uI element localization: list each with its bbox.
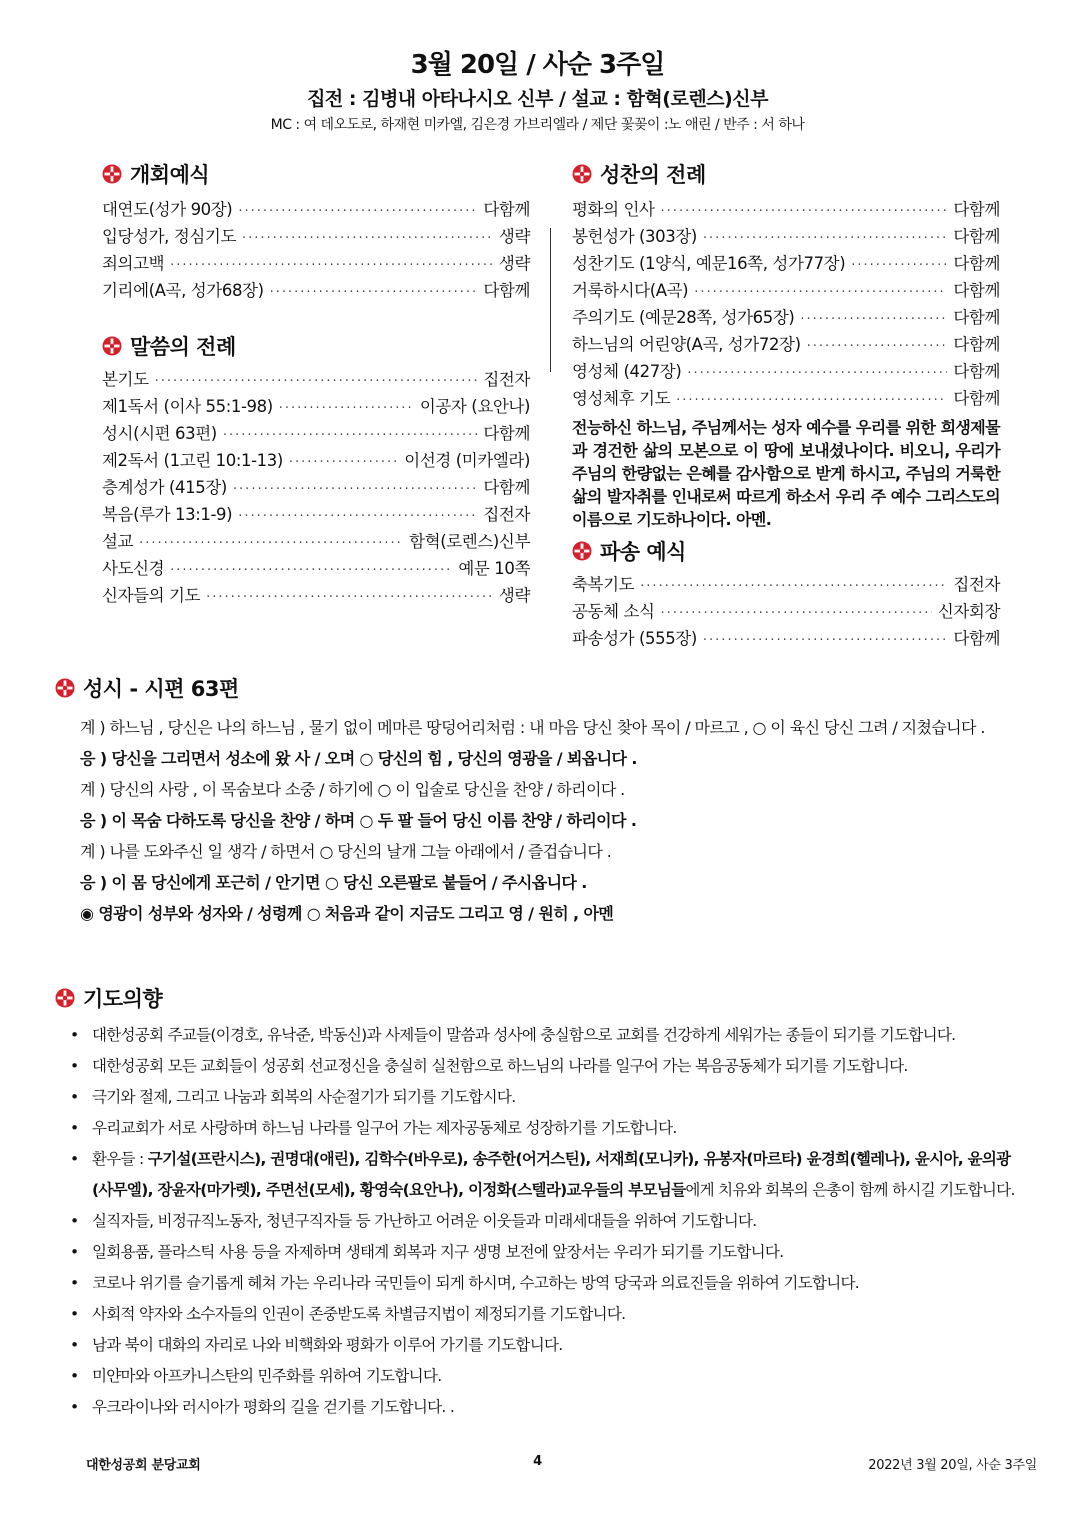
list-item: • 남과 북이 대화의 자리로 나와 비핵화와 평화가 이루어 가기를 기도합니다. [70, 1330, 1030, 1361]
post-communion-prayer: 전능하신 하느님, 주님께서는 성자 예수를 우리를 위한 희생제물과 경건한 삶의 모본으로 이 땅에 보내셨나이다. 비오니, 우리가 주님의 한량없는 은혜를 감사함으로 받게 하시고, 주님의 거룩한 삶의 발자취를 인내로써 따르게 하소서 우리 주 예수 그리스도의 이름으로 기도하나이다. 아멘. [572, 418, 1000, 529]
psalm-responsive-reading [80, 712, 1040, 929]
left-column [102, 158, 530, 609]
psalm-line: 계 ) 나를 도와주신 일 생각 / 하면서 ○ 당신의 날개 그늘 아래에서 / 즐겁습니다 . [80, 842, 612, 861]
dot-leader [640, 579, 947, 594]
liturgy-row [572, 571, 1000, 598]
list-item: • 미얀마와 아프카니스탄의 민주화를 위하여 기도합니다. [70, 1361, 1030, 1392]
liturgy-row [102, 474, 530, 501]
section-heading-dismissal [572, 535, 1000, 567]
red-cross-icon [55, 988, 75, 1008]
dot-leader [223, 428, 478, 443]
sick-names: 구기설(프란시스), 권명대(애린), 김학수(바우로), 송주한(어거스틴), 서재희(모니카), 유봉자(마르타) 윤경희(헬레나), 윤시아, 윤의광(사무엘), 장윤자(마가렛), 주면선(모세), 황영숙(요안나), 이정화(스텔라)교우들의 부모님들 [92, 1150, 1011, 1199]
list-item: • 사회적 약자와 소수자들의 인권이 존중받도록 차별금지법이 제정되기를 기도합니다. [70, 1299, 1030, 1330]
list-item: • 실직자들, 비정규직노동자, 청년구직자들 등 가난하고 어려운 이웃들과 미래세대들을 위하여 기도합니다. [70, 1206, 1030, 1237]
mc-line: MC : 여 데오도로, 하재현 미카엘, 김은경 가브리엘라 / 제단 꽃꽂이 :노 애린 / 반주 : 서 하나 [270, 117, 805, 133]
row-value: 다함께 [483, 281, 530, 300]
page-title: 3월 20일 / 사순 3주일 [410, 50, 665, 80]
word-list [102, 366, 530, 609]
opening-list [102, 196, 530, 304]
section-heading-eucharist [572, 158, 1000, 190]
row-label: 본기도 [102, 370, 149, 389]
dot-leader [206, 590, 493, 605]
list-item: • 우크라이나와 러시아가 평화의 길을 걷기를 기도합니다. . [70, 1392, 1030, 1423]
officiant-line: 집전 : 김병내 아타나시오 신부 / 설교 : 함혁(로렌스)신부 [307, 88, 768, 110]
row-value: 다함께 [483, 424, 530, 443]
liturgy-row [572, 196, 1000, 223]
psalm-line: 계 ) 하느님 , 당신은 나의 하느님 , 물기 없이 메마른 땅덩어리처럼 : 내 마음 당신 찾아 목이 / 마르고 , ○ 이 육신 당신 그려 / 지쳤습니다 . [80, 718, 985, 737]
row-label: 층계성가 (415장) [102, 478, 227, 497]
row-label: 봉헌성가 (303장) [572, 227, 697, 246]
liturgy-row [102, 501, 530, 528]
section-heading-psalm [55, 672, 239, 704]
red-cross-icon [572, 541, 592, 561]
dot-leader [279, 401, 414, 416]
dot-leader [289, 455, 398, 470]
dot-leader [800, 312, 947, 327]
row-value: 집전자 [483, 505, 530, 524]
dot-leader [270, 285, 478, 300]
footer-church: 대한성공회 분당교회 [86, 1458, 201, 1473]
list-item: • 우리교회가 서로 사랑하며 하느님 나라를 일구어 가는 제자공동체로 성장하기를 기도합니다. [70, 1113, 1030, 1144]
row-label: 공동체 소식 [572, 602, 655, 621]
psalm-line: 응 ) 당신을 그리면서 성소에 왔 사 / 오며 ○ 당신의 힘 , 당신의 영광을 / 뵈옵니다 . [80, 749, 637, 768]
row-value: 다함께 [483, 200, 530, 219]
row-value: 다함께 [953, 308, 1000, 327]
liturgy-row [572, 304, 1000, 331]
row-label: 성찬기도 (1양식, 예문16쪽, 성가77장) [572, 254, 846, 273]
row-value: 이공자 (요안나) [419, 397, 530, 416]
liturgy-row [572, 598, 1000, 625]
row-label: 영성체후 기도 [572, 389, 671, 408]
row-value: 다함께 [953, 629, 1000, 648]
section-title: 성찬의 전례 [600, 163, 706, 187]
psalm-line: ◉ 영광이 성부와 성자와 / 성령께 ○ 처음과 같이 지금도 그리고 영 / 원히 , 아멘 [80, 904, 614, 923]
liturgy-row [572, 223, 1000, 250]
row-value: 집전자 [483, 370, 530, 389]
column-divider [550, 228, 551, 372]
row-value: 다함께 [953, 227, 1000, 246]
row-value: 생략 [498, 254, 530, 273]
row-label: 기리에(A곡, 성가68장) [102, 281, 264, 300]
liturgy-row [102, 420, 530, 447]
liturgy-row [102, 196, 530, 223]
footer-page-number: 4 [533, 1454, 542, 1469]
liturgy-row [102, 277, 530, 304]
row-label: 영성체 (427장) [572, 362, 682, 381]
row-value: 다함께 [953, 362, 1000, 381]
row-value: 생략 [498, 586, 530, 605]
red-cross-icon [55, 678, 75, 698]
row-label: 설교 [102, 532, 134, 551]
dot-leader [661, 606, 932, 621]
liturgy-row [572, 385, 1000, 412]
row-label: 대연도(성가 90장) [102, 200, 233, 219]
liturgy-row [102, 582, 530, 609]
row-value: 다함께 [953, 281, 1000, 300]
footer-date: 2022년 3월 20일, 사순 3주일 [868, 1458, 1037, 1473]
dot-leader [139, 536, 403, 551]
red-cross-icon [572, 164, 592, 184]
row-label: 성시(시편 63편) [102, 424, 217, 443]
dot-leader [238, 509, 477, 524]
psalm-line: 응 ) 이 목숨 다하도록 당신을 찬양 / 하며 ○ 두 팔 들어 당신 이름 찬양 / 하리이다 . [80, 811, 637, 830]
dot-leader [155, 374, 478, 389]
row-value: 다함께 [953, 389, 1000, 408]
psalm-line: 계 ) 당신의 사랑 , 이 목숨보다 소중 / 하기에 ○ 이 입술로 당신을 찬양 / 하리이다 . [80, 780, 625, 799]
dot-leader [170, 258, 493, 273]
dot-leader [694, 285, 947, 300]
row-label: 제1독서 (이사 55:1-98) [102, 397, 273, 416]
list-item: • 극기와 절제, 그리고 나눔과 회복의 사순절기가 되기를 기도합시다. [70, 1082, 1030, 1113]
row-value: 예문 10쪽 [458, 559, 530, 578]
row-value: 신자회장 [937, 602, 1000, 621]
liturgy-row [572, 277, 1000, 304]
dismissal-list [572, 571, 1000, 652]
liturgy-row [572, 358, 1000, 385]
section-heading-intentions [55, 982, 162, 1014]
section-title: 성시 - 시편 63편 [83, 677, 239, 701]
row-value: 이선경 (미카엘라) [404, 451, 530, 470]
row-label: 축복기도 [572, 575, 635, 594]
liturgy-row [102, 555, 530, 582]
row-value: 다함께 [953, 254, 1000, 273]
dot-leader [242, 231, 493, 246]
row-label: 주의기도 (예문28쪽, 성가65장) [572, 308, 795, 327]
right-column [572, 158, 1000, 652]
section-heading-word [102, 330, 530, 362]
section-title: 말씀의 전례 [130, 335, 236, 359]
row-label: 거룩하시다(A곡) [572, 281, 689, 300]
dot-leader [703, 231, 947, 246]
list-item-sick: • 환우들 : 구기설(프란시스), 권명대(애린), 김학수(바우로), 송주한(어거스틴), 서재희(모니카), 유봉자(마르타) 윤경희(헬레나), 윤시아, 윤의광(사무엘), 장윤자(마가렛), 주면선(모세), 황영숙(요안나), 이정화(스텔라)교우들의 부모님들에게 치유와 회복의 은총이 함께 하시길 기도합니다. [70, 1144, 1030, 1206]
dot-leader [687, 366, 947, 381]
intentions-list [70, 1020, 1030, 1423]
section-title: 기도의향 [83, 987, 163, 1011]
section-title: 개회예식 [130, 163, 210, 187]
list-item: • 대한성공회 주교들(이경호, 유낙준, 박동신)과 사제들이 말씀과 성사에 충실함으로 교회를 건강하게 세워가는 종들이 되기를 기도합니다. [70, 1020, 1030, 1051]
red-cross-icon [102, 336, 122, 356]
liturgy-row [102, 250, 530, 277]
liturgy-row [572, 625, 1000, 652]
dot-leader [238, 204, 477, 219]
liturgy-row [102, 528, 530, 555]
liturgy-row [102, 366, 530, 393]
row-value: 생략 [498, 227, 530, 246]
dot-leader [170, 563, 452, 578]
dot-leader [676, 393, 947, 408]
row-value: 다함께 [953, 335, 1000, 354]
liturgy-row [572, 250, 1000, 277]
liturgy-row [102, 447, 530, 474]
row-label: 복음(루가 13:1-9) [102, 505, 233, 524]
row-label: 평화의 인사 [572, 200, 655, 219]
list-item: • 일회용품, 플라스틱 사용 등을 자제하며 생태계 회복과 지구 생명 보전에 앞장서는 우리가 되기를 기도합니다. [70, 1237, 1030, 1268]
row-label: 하느님의 어린양(A곡, 성가72장) [572, 335, 801, 354]
section-heading-opening [102, 158, 530, 190]
dot-leader [233, 482, 477, 497]
liturgy-row [102, 393, 530, 420]
row-value: 집전자 [953, 575, 1000, 594]
row-label: 사도신경 [102, 559, 165, 578]
section-title: 파송 예식 [600, 540, 686, 564]
red-cross-icon [102, 164, 122, 184]
liturgy-row [572, 331, 1000, 358]
row-label: 입당성가, 정심기도 [102, 227, 237, 246]
row-label: 죄의고백 [102, 254, 165, 273]
row-label: 신자들의 기도 [102, 586, 201, 605]
dot-leader [807, 339, 948, 354]
list-item: • 대한성공회 모든 교회들이 성공회 선교정신을 충실히 실천함으로 하느님의 나라를 일구어 가는 복음공동체가 되기를 기도합니다. [70, 1051, 1030, 1082]
liturgy-row [102, 223, 530, 250]
row-label: 제2독서 (1고린 10:1-13) [102, 451, 283, 470]
row-value: 다함께 [483, 478, 530, 497]
dot-leader [851, 258, 947, 273]
row-value: 함혁(로렌스)신부 [409, 532, 530, 551]
dot-leader [703, 633, 947, 648]
psalm-line: 응 ) 이 몸 당신에게 포근히 / 안기면 ○ 당신 오른팔로 붙들어 / 주시옵니다 . [80, 873, 587, 892]
dot-leader [661, 204, 948, 219]
eucharist-list [572, 196, 1000, 412]
list-item: • 코로나 위기를 슬기롭게 헤쳐 가는 우리나라 국민들이 되게 하시며, 수고하는 방역 당국과 의료진들을 위하여 기도합니다. [70, 1268, 1030, 1299]
row-label: 파송성가 (555장) [572, 629, 697, 648]
row-value: 다함께 [953, 200, 1000, 219]
